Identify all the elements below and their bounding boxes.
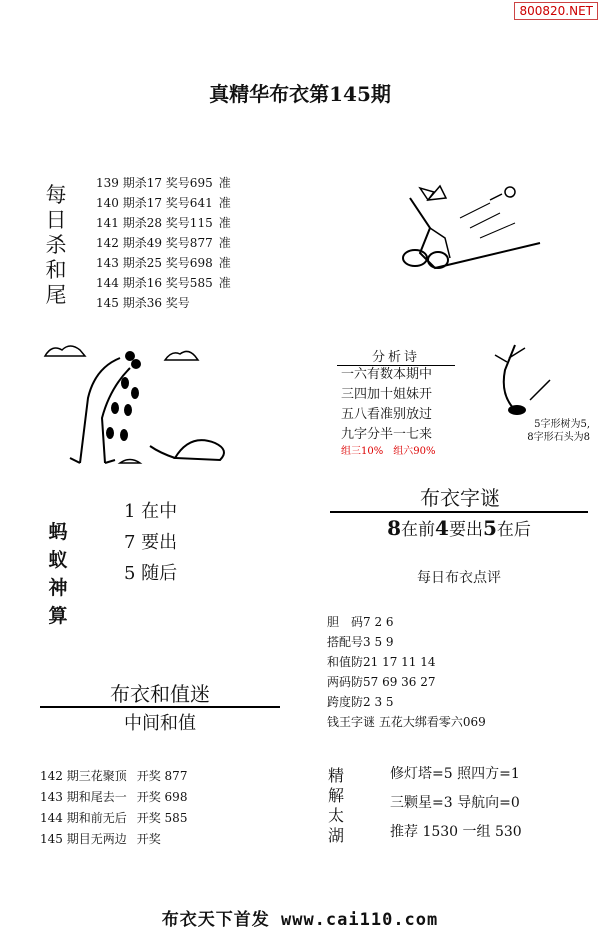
list-item: 和值防21 17 11 14 [327, 655, 436, 669]
list-item: 140 期杀17 奖号641 准 [96, 196, 231, 210]
list-item: 139 期杀17 奖号695 准 [96, 176, 231, 190]
riddle-line: 8在前4要出5在后 [387, 516, 531, 540]
list-item: 搭配号3 5 9 [327, 635, 394, 649]
list-item: 145 期杀36 奖号 [96, 296, 190, 310]
list-item: 142 期杀49 奖号877 准 [96, 236, 231, 250]
heading-char: 神 [48, 577, 68, 599]
jinglie-line: 修灯塔=5 照四方=1 [390, 766, 520, 782]
heading-char: 日 [45, 208, 67, 232]
jinglie-heading [325, 766, 347, 846]
heading-char: 解 [327, 786, 344, 805]
jinglie-line: 推荐 1530 一组 530 [390, 824, 522, 840]
heading-char: 每 [45, 183, 67, 207]
ant-line: 1 在中 [124, 501, 178, 522]
poem-title: 分析诗 [337, 346, 455, 366]
list-item: 145 期目无两边 开奖 [40, 832, 161, 846]
tree-tortoise-illustration [40, 338, 240, 473]
ant-math-lines [124, 496, 177, 589]
daily-kill-heading [44, 183, 68, 308]
list-item: 钱王字谜 五花大绑看零六069 [327, 715, 486, 729]
poem-line: 三四加十姐妹开 [341, 387, 433, 402]
tree-stone-illustration [485, 340, 555, 420]
heading-char: 蚁 [48, 549, 68, 571]
poem-line: 九字分半一七来 [341, 427, 433, 442]
list-item: 两码防57 69 36 27 [327, 675, 436, 689]
list-item: 跨度防2 3 5 [327, 695, 394, 709]
page-title: 真精华布衣第145期 [209, 82, 391, 106]
heading-char: 杀 [45, 233, 67, 257]
list-item: 143 期杀25 奖号698 准 [96, 256, 231, 270]
jinglie-line: 三颗星=3 导航向=0 [390, 795, 520, 811]
riddle-heading: 布衣字谜 [420, 486, 500, 510]
tree-note: 5字形树为5, 8字形石头为8 [527, 419, 590, 443]
sum-riddle-subheading: 中间和值 [124, 713, 196, 734]
heading-char: 和 [45, 258, 67, 282]
ant-line: 5 随后 [124, 563, 178, 584]
daily-kill-list [96, 173, 231, 313]
list-item: 144 期杀16 奖号585 准 [96, 276, 231, 290]
heading-char: 算 [48, 605, 68, 627]
heading-char: 尾 [45, 283, 67, 307]
sum-riddle-divider [40, 706, 280, 708]
heading-char: 太 [327, 806, 344, 825]
heading-char: 湖 [327, 826, 344, 845]
ant-math-heading [46, 518, 70, 630]
daily-review-heading: 每日布衣点评 [417, 570, 501, 586]
branch-stones-illustration [390, 178, 550, 278]
heading-char: 蚂 [48, 521, 68, 543]
sum-riddle-list [40, 766, 187, 850]
list-item: 144 期和前无后 开奖 585 [40, 811, 188, 825]
riddle-divider [330, 511, 588, 513]
daily-review-list [327, 612, 486, 732]
sum-riddle-heading: 布衣和值迷 [110, 682, 210, 706]
heading-char: 精 [327, 766, 344, 785]
list-item: 142 期三花聚顶 开奖 877 [40, 769, 188, 783]
poem-percent: 组三10% 组六90% [341, 446, 436, 457]
watermark: 800820.NET [514, 2, 598, 20]
jinglie-lines [390, 760, 522, 847]
list-item: 143 期和尾去一 开奖 698 [40, 790, 188, 804]
poem-line: 五八看准别放过 [341, 407, 433, 422]
poem-lines [341, 365, 432, 445]
ant-line: 7 要出 [124, 532, 178, 553]
list-item: 胆 码7 2 6 [327, 615, 394, 629]
list-item: 141 期杀28 奖号115 准 [96, 216, 231, 230]
footer: 布衣天下首发 www.cai110.com [161, 910, 439, 930]
poem-line: 一六有数本期中 [341, 367, 433, 382]
